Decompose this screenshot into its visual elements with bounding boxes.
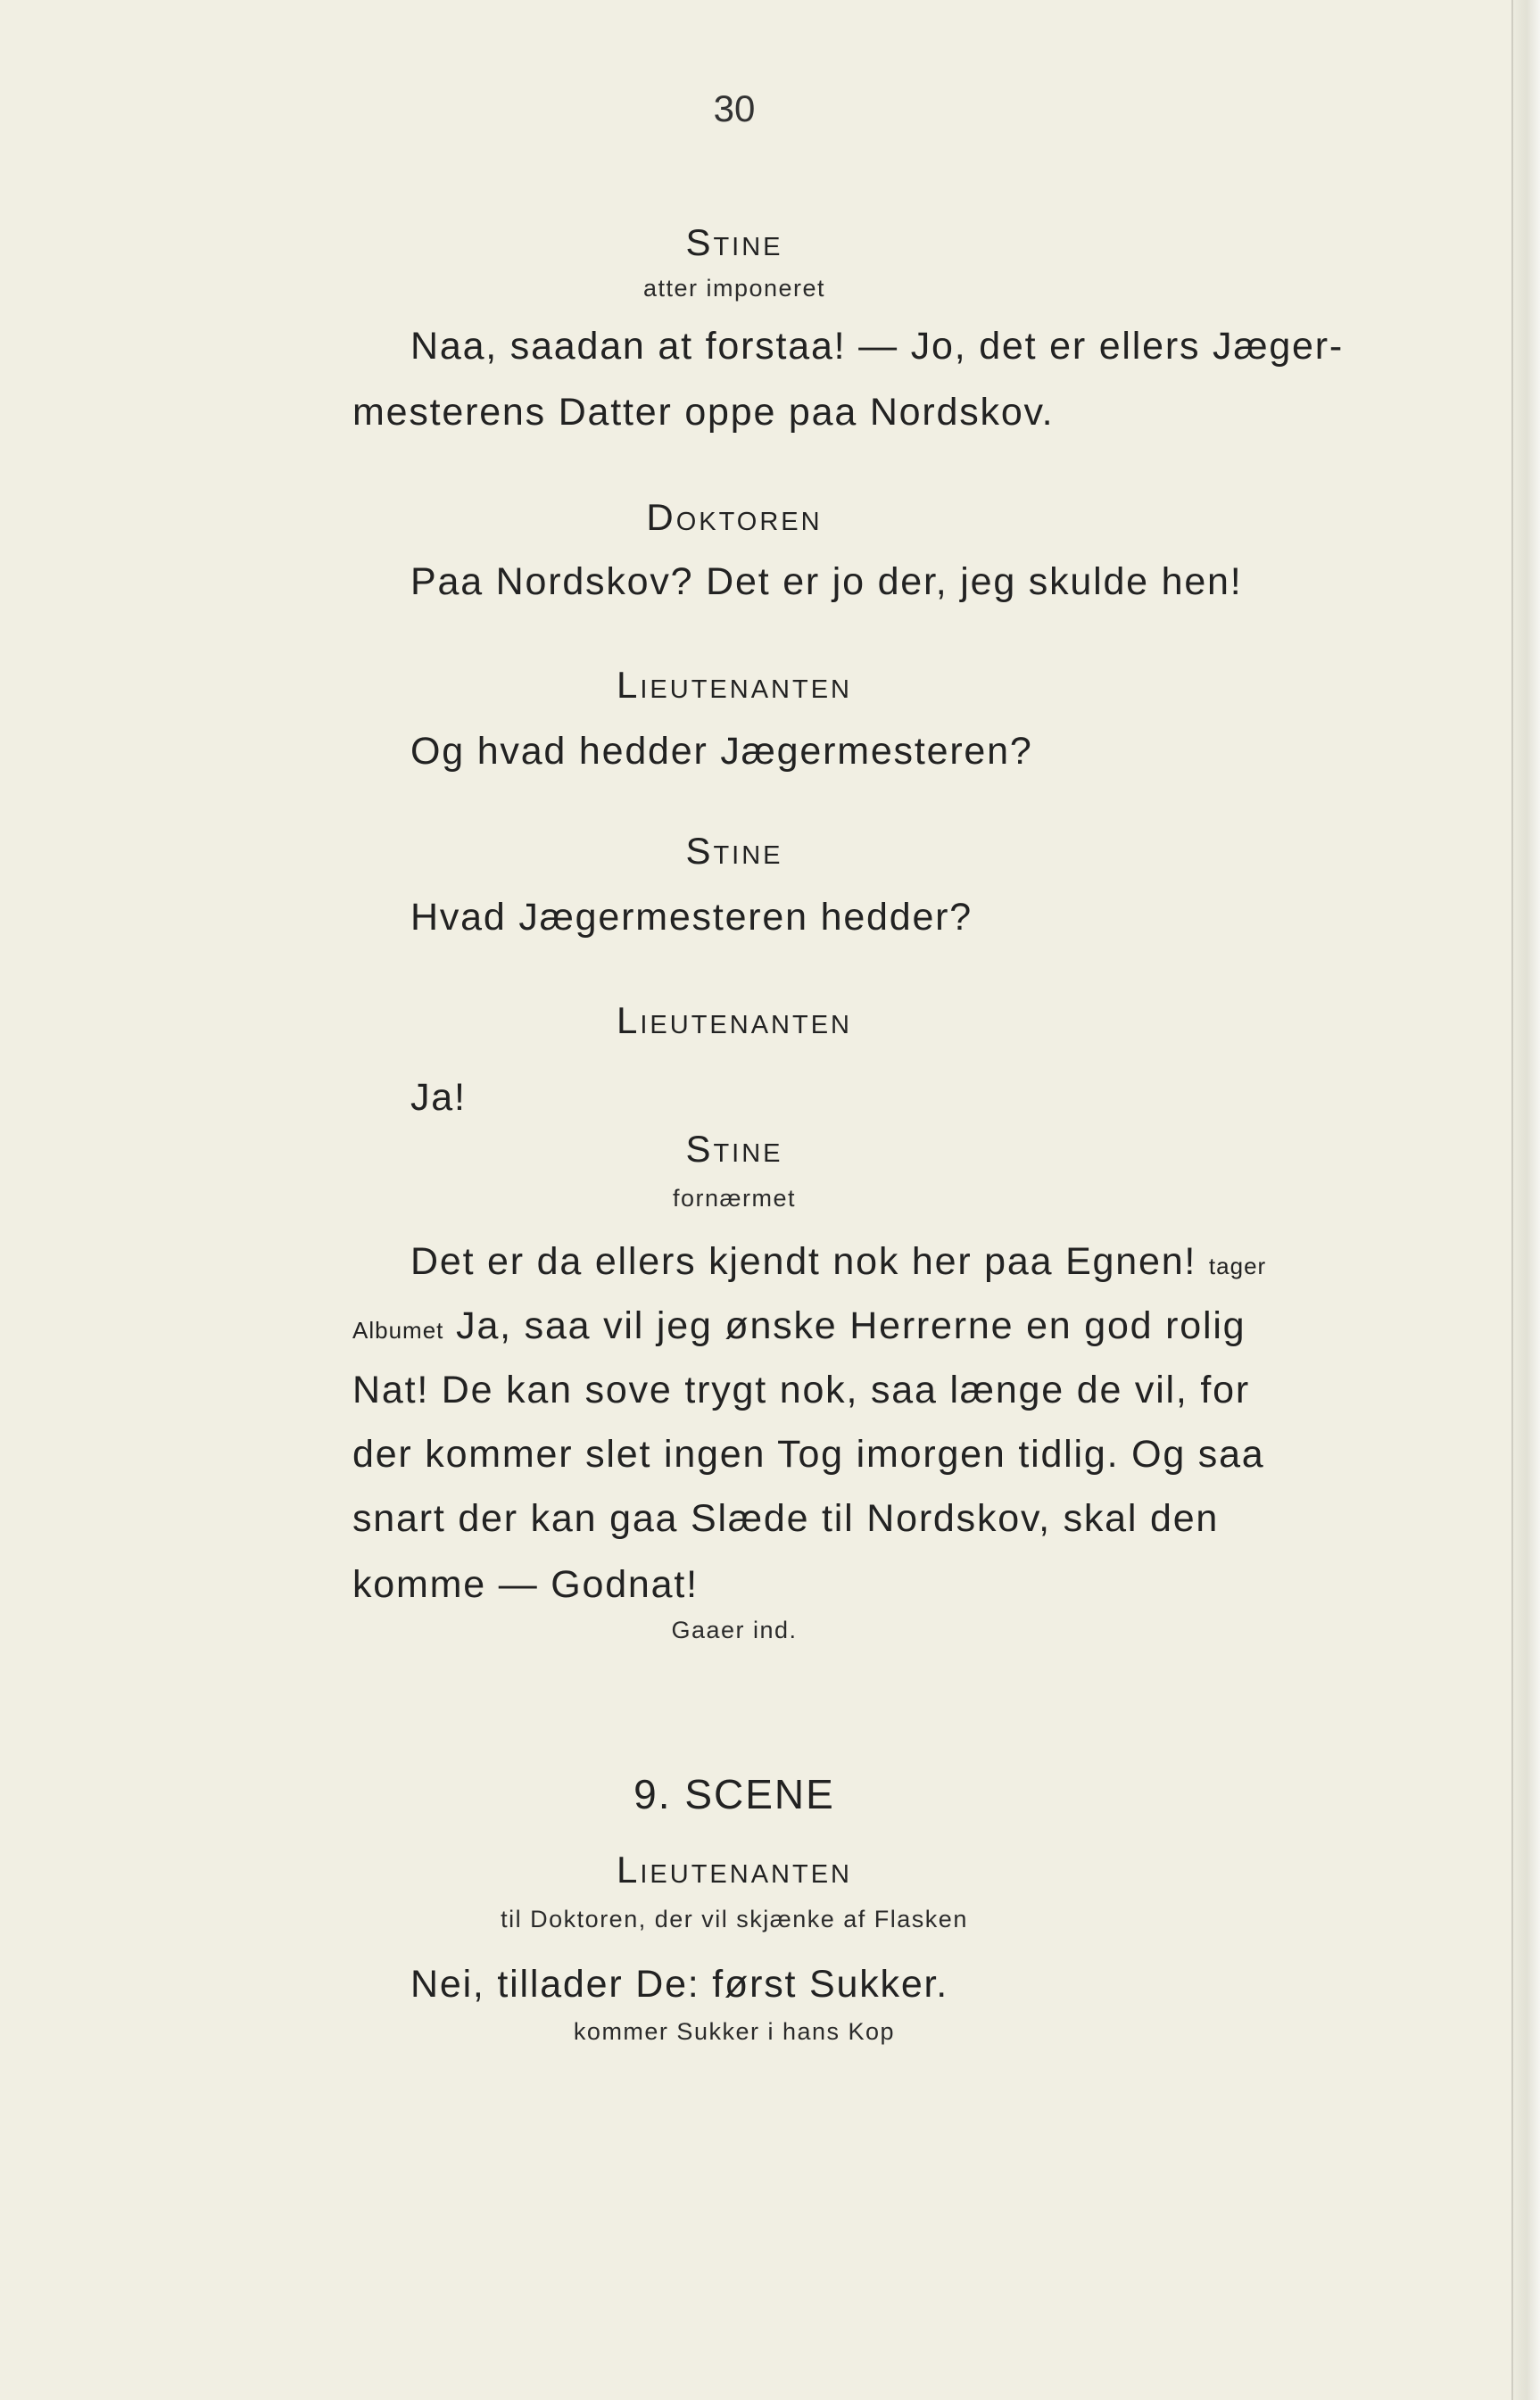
stage-direction: atter imponeret bbox=[642, 275, 826, 302]
speaker-name: Lieutenanten bbox=[617, 1849, 852, 1891]
dialog-line bbox=[352, 1294, 1246, 1362]
speaker-name: Stine bbox=[685, 830, 783, 872]
page-number: 30 bbox=[713, 87, 756, 129]
inline-stage-direction: tager bbox=[1208, 1253, 1267, 1279]
speaker-name: Stine bbox=[685, 221, 783, 263]
dialog-line: Naa, saadan at forstaa! — Jo, det er ellers Jæger- bbox=[410, 325, 1345, 368]
dialog-line: der kommer slet ingen Tog imorgen tidlig. Og saa bbox=[352, 1433, 1265, 1476]
dialog-line: Nei, tillader De: først Sukker. bbox=[410, 1963, 949, 2006]
dialog-line: Og hvad hedder Jægermesteren? bbox=[410, 730, 1033, 773]
dialog-line bbox=[410, 1229, 1266, 1298]
inline-stage-direction: Albumet bbox=[352, 1317, 444, 1344]
dialog-line: Paa Nordskov? Det er jo der, jeg skulde hen! bbox=[410, 560, 1243, 603]
speaker-name: Lieutenanten bbox=[617, 664, 852, 706]
dialog-line: Nat! De kan sove trygt nok, saa længe de vil, for bbox=[352, 1369, 1250, 1411]
dialog-line: Ja! bbox=[410, 1076, 467, 1119]
speaker-name: Lieutenanten bbox=[617, 999, 852, 1041]
dialog-line: komme — Godnat! bbox=[352, 1563, 699, 1606]
scene-heading: 9. SCENE bbox=[633, 1771, 835, 1817]
dialog-line: mesterens Datter oppe paa Nordskov. bbox=[352, 391, 1055, 434]
stage-direction: kommer Sukker i hans Kop bbox=[573, 2018, 896, 2045]
stage-direction: fornærmet bbox=[672, 1185, 797, 1212]
exit-direction: Gaaer ind. bbox=[671, 1617, 798, 1643]
stage-direction: til Doktoren, der vil skjænke af Flasken bbox=[501, 1906, 968, 1932]
speaker-name: Stine bbox=[685, 1128, 783, 1170]
speaker-name: Doktoren bbox=[646, 496, 823, 538]
dialog-line: snart der kan gaa Slæde til Nordskov, skal den bbox=[352, 1497, 1220, 1540]
dialog-line: Hvad Jægermesteren hedder? bbox=[410, 896, 973, 939]
dialog-text: Ja, saa vil jeg ønske Herrerne en god rolig bbox=[456, 1304, 1246, 1347]
dialog-text: Det er da ellers kjendt nok her paa Egnen! bbox=[410, 1240, 1197, 1283]
